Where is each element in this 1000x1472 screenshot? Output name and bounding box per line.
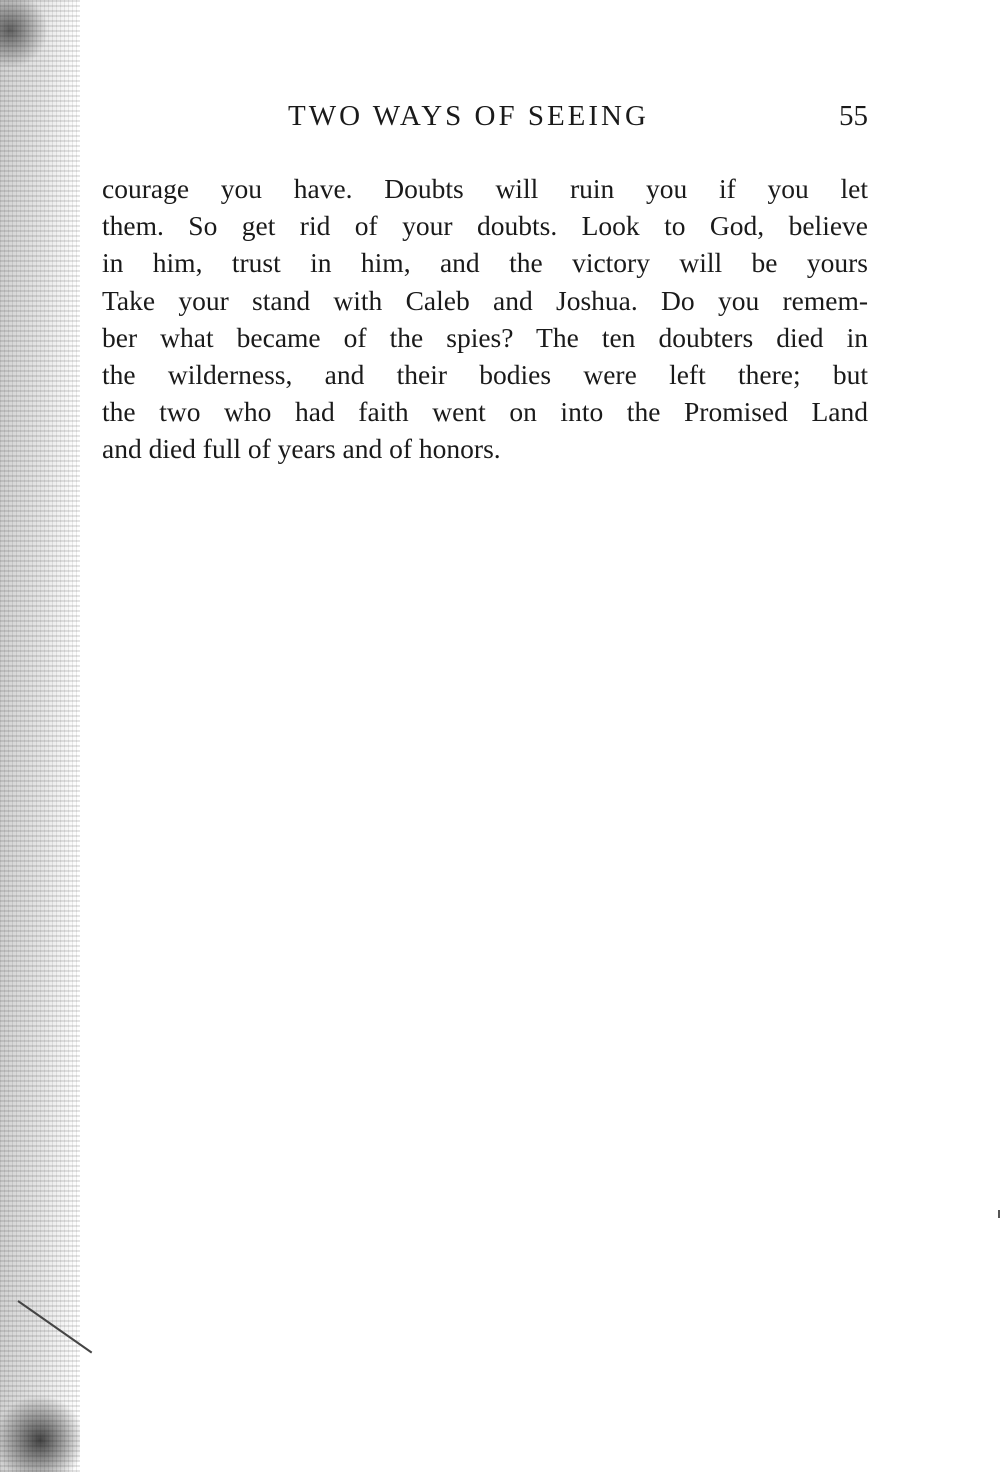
running-head (100, 100, 868, 140)
text-line: ber what became of the spies? The ten doubters died in (102, 321, 868, 353)
text-line: in him, trust in him, and the victory will be yours (102, 247, 868, 279)
running-title: TWO WAYS OF SEEING (288, 100, 649, 132)
body-paragraph (102, 170, 868, 468)
text-line: Take your stand with Caleb and Joshua. Do you remem- (102, 284, 868, 316)
text-line: and died full of years and of honors. (102, 433, 501, 465)
scanned-binding-gutter (0, 0, 80, 1472)
text-line: the two who had faith went on into the Promised Land (102, 396, 868, 428)
text-line: the wilderness, and their bodies were left there; but (102, 358, 868, 390)
text-line: courage you have. Doubts will ruin you if you let (102, 173, 868, 204)
page-number: 55 (839, 100, 868, 132)
text-line: them. So get rid of your doubts. Look to God, believe (102, 210, 868, 242)
